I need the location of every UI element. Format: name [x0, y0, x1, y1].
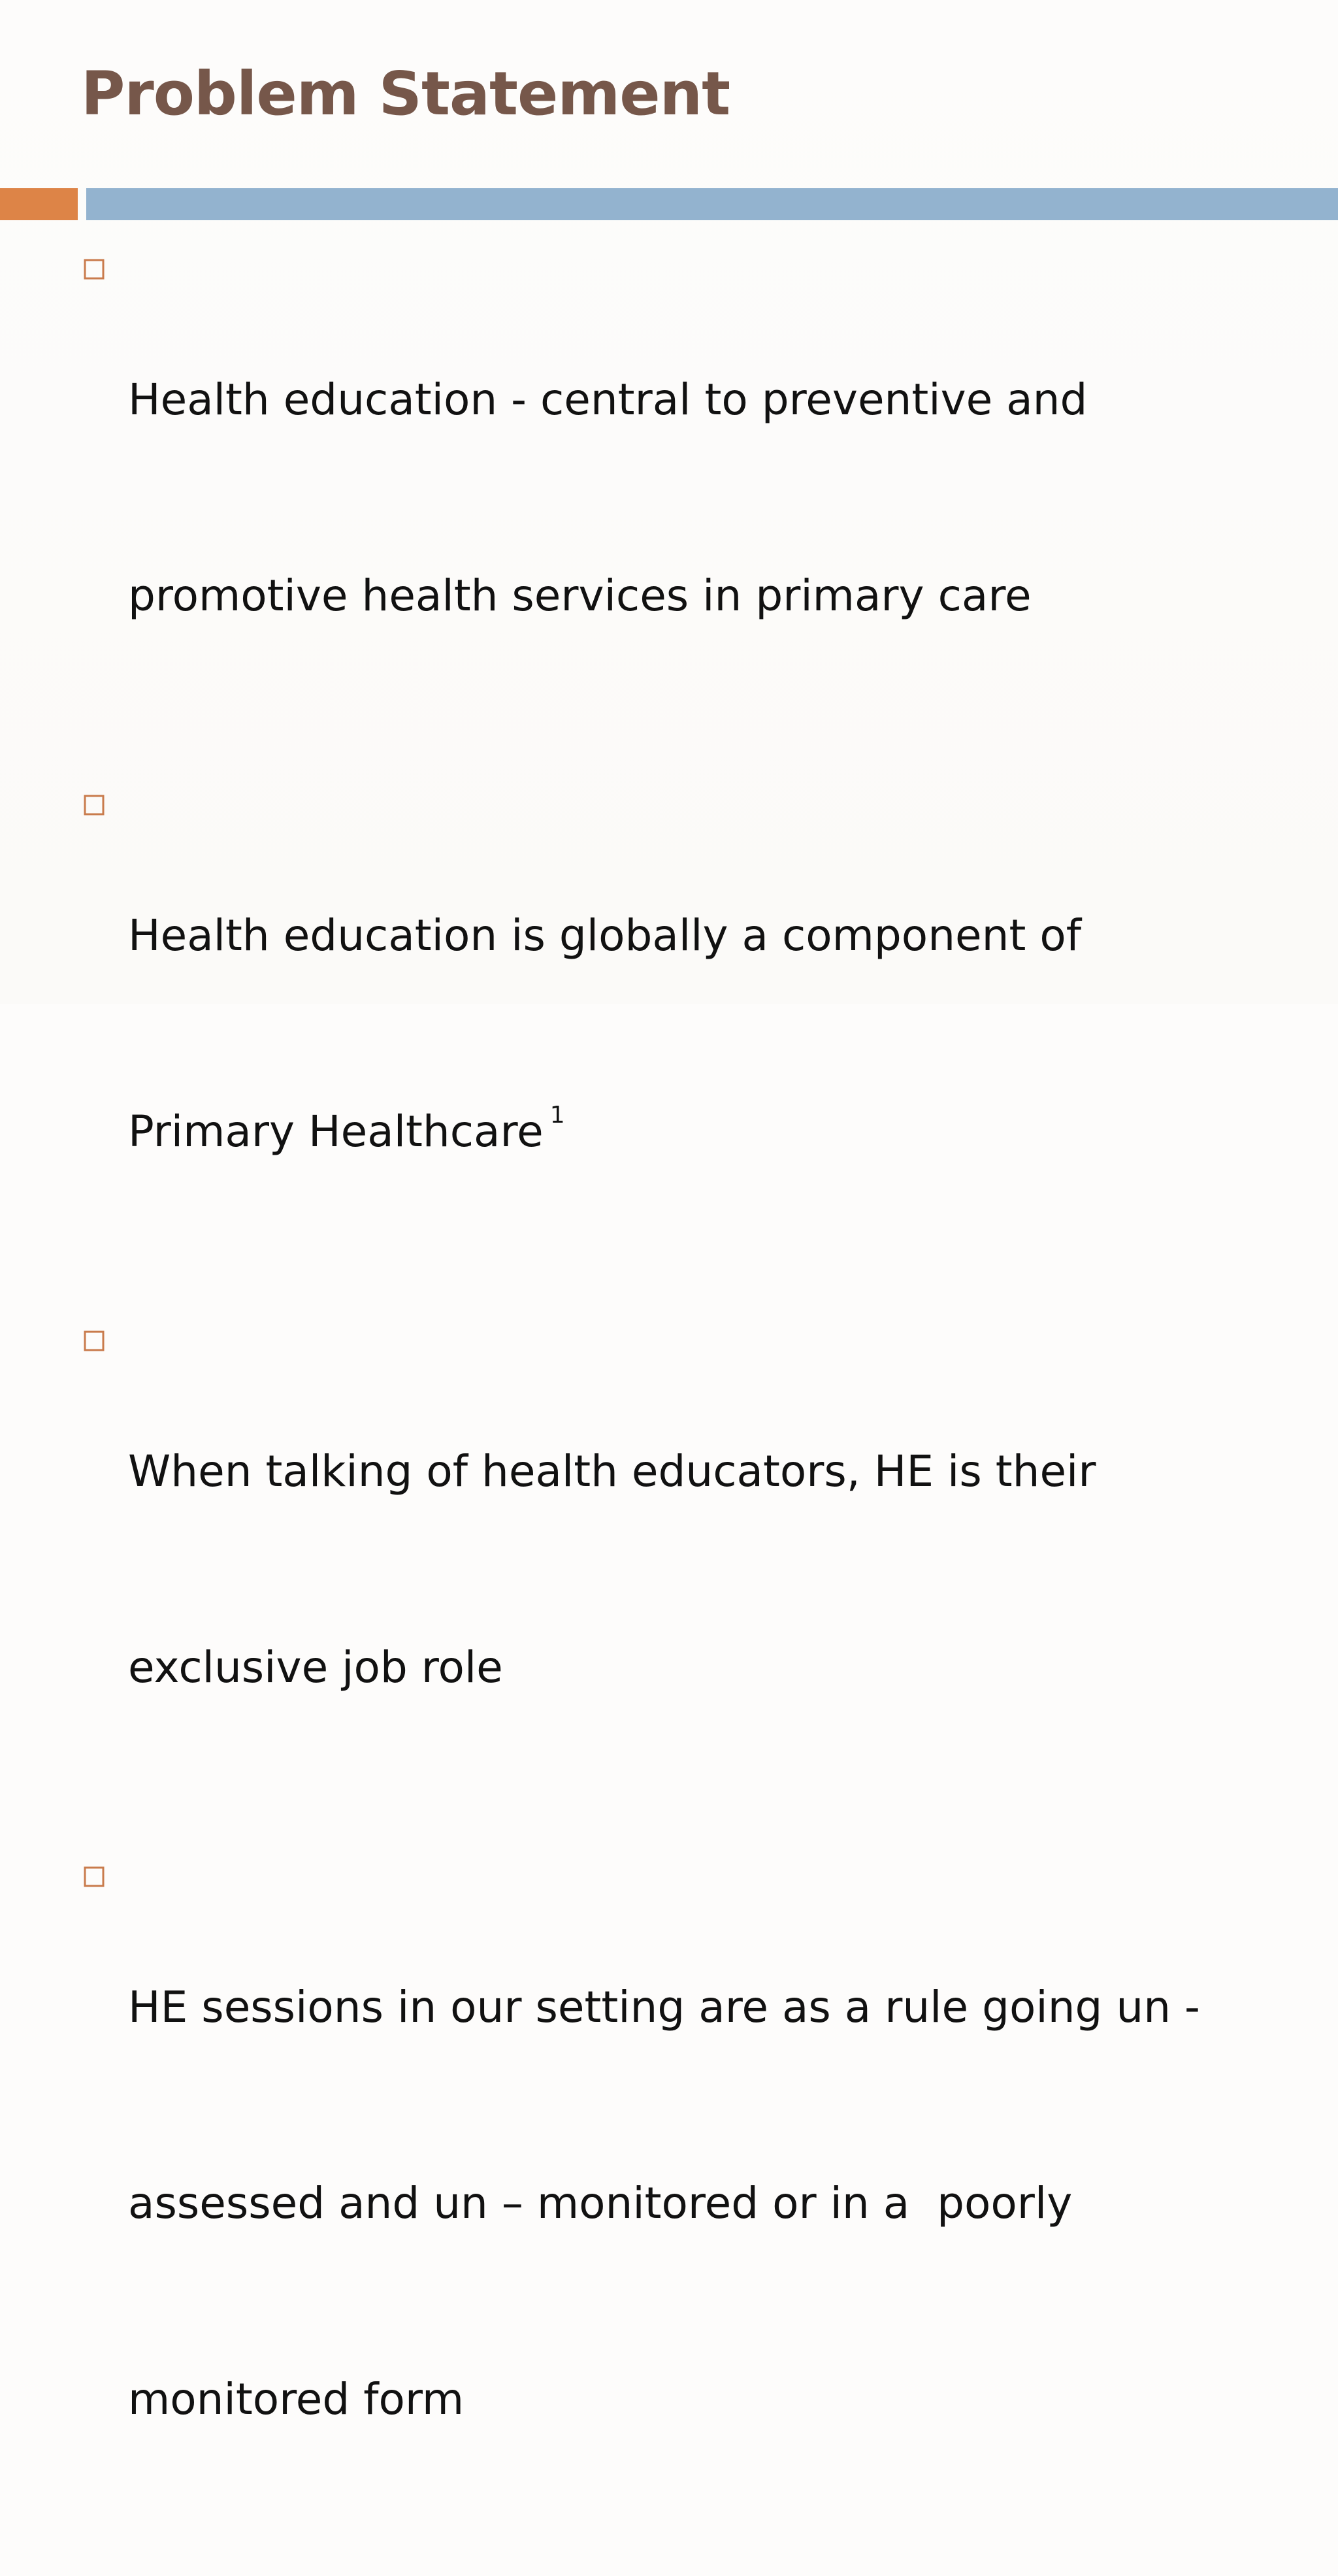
bullet-line: exclusive job role	[128, 1642, 503, 1693]
bullet-item	[84, 772, 1260, 1295]
bullet-text	[128, 1308, 1260, 1831]
reference-superscript: 1	[549, 1102, 565, 1129]
square-outline-icon	[84, 795, 105, 816]
bullet-item	[84, 237, 1260, 759]
square-outline-icon	[84, 1866, 105, 1887]
bullet-list	[84, 237, 1260, 2576]
bullet-line: Health education is globally a component of	[128, 910, 1081, 961]
bullet-text	[128, 772, 1260, 1295]
bullet-line: monitored form	[128, 2374, 465, 2424]
accent-blue-bar	[86, 188, 1338, 220]
bullet-line: Health education - central to preventive and	[128, 374, 1088, 425]
accent-orange-block	[0, 188, 78, 220]
bullet-line: HE sessions in our setting are as a rule going un -	[128, 1982, 1200, 2032]
bullet-item	[84, 1308, 1260, 1831]
bullet-text	[128, 237, 1260, 759]
square-outline-icon	[84, 1330, 105, 1351]
bullet-line: assessed and un – monitored or in a poorly	[128, 2178, 1073, 2228]
bullet-line: When talking of health educators, HE is their	[128, 1446, 1096, 1496]
bullet-line: Primary Healthcare	[128, 1106, 544, 1157]
square-outline-icon	[84, 259, 105, 280]
bullet-line: promotive health services in primary care	[128, 570, 1032, 621]
bullet-item	[84, 1844, 1260, 2563]
bullet-line-with-reference	[128, 1099, 1260, 1164]
bullet-text	[128, 1844, 1260, 2563]
slide-title: Problem Statement	[81, 59, 730, 129]
